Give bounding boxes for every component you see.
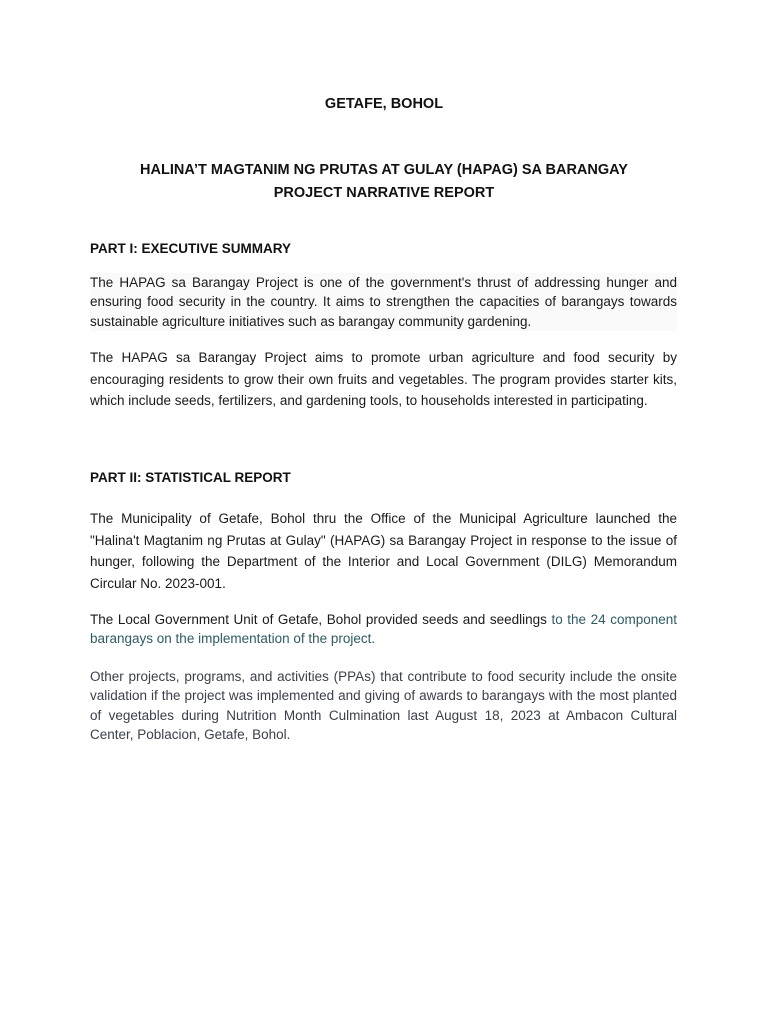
part2-heading: PART II: STATISTICAL REPORT	[90, 470, 291, 485]
project-title-line2: PROJECT NARRATIVE REPORT	[273, 185, 495, 201]
part2-paragraph2-teal: to the 24 component barangays on the implementation of the project.	[90, 612, 677, 647]
part2-paragraph2	[90, 610, 677, 649]
project-title-line1: HALINA’T MAGTANIM NG PRUTAS AT GULAY (HAPAG) SA BARANGAY	[140, 162, 628, 178]
part2-paragraph3: Other projects, programs, and activities (PPAs) that contribute to food security include the onsite validation if the project was implemented and giving of awards to barangays with the most planted of vegetables during Nutrition Month Culmination last August 18, 2023 at Ambacon Cultural Center, Poblacion, Getafe, Bohol.	[90, 669, 677, 743]
part1-paragraph2: The HAPAG sa Barangay Project aims to promote urban agriculture and food security by encouraging residents to grow their own fruits and vegetables. The program provides starter kits, which include seeds, fertilizers, and gardening tools, to households interested in participating.	[90, 350, 677, 409]
part1-heading: PART I: EXECUTIVE SUMMARY	[90, 241, 292, 256]
part2-paragraph2-dark: The Local Government Unit of Getafe, Bohol provided seeds and seedlings	[90, 612, 547, 627]
part1-paragraph1: The HAPAG sa Barangay Project is one of the government's thrust of addressing hunger and ensuring food security in the country. It aims to strengthen the capacities of barangays towards sustainable agriculture initiatives such as barangay community gardening.	[90, 273, 677, 331]
location-title: GETAFE, BOHOL	[324, 96, 444, 112]
part2-paragraph1: The Municipality of Getafe, Bohol thru the Office of the Municipal Agriculture launched the "Halina't Magtanim ng Prutas at Gulay" (HAPAG) sa Barangay Project in response to the issue of hunger, following the Department of the Interior and Local Government (DILG) Memorandum Circular No. 2023-001.	[90, 511, 677, 591]
